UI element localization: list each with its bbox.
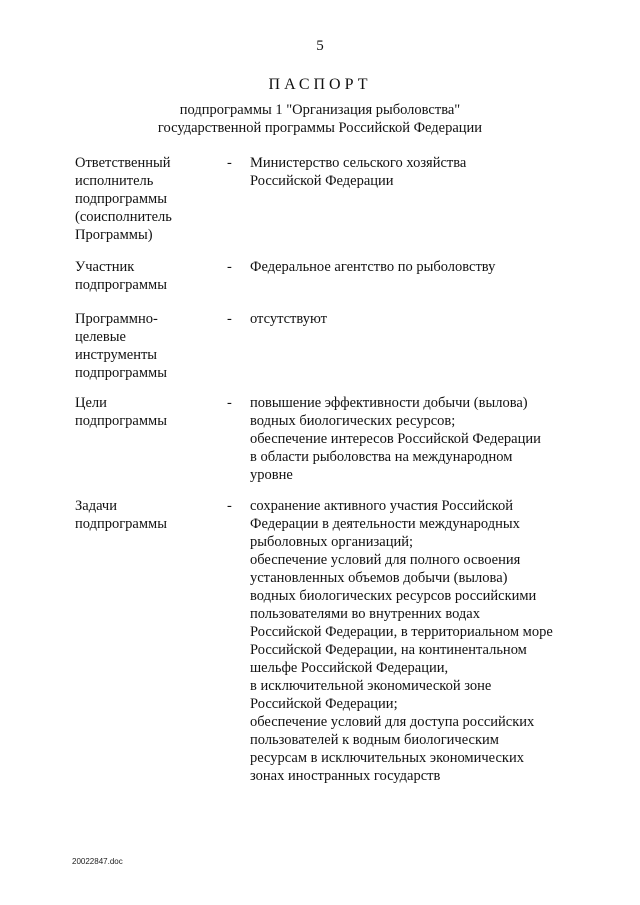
value-line: повышение эффективности добычи (вылова)	[250, 395, 528, 411]
row-value	[250, 497, 595, 785]
label-line: подпрограммы	[75, 413, 167, 429]
footer-file-code: 20022847.doc	[72, 857, 123, 866]
value-line: Федеральное агентство по рыболовству	[250, 259, 496, 275]
row-label	[75, 310, 215, 382]
row-label	[75, 497, 215, 533]
row-dash: -	[227, 311, 232, 327]
label-line: целевые	[75, 329, 126, 345]
value-line: рыболовных организаций;	[250, 534, 414, 550]
row-value	[250, 258, 595, 276]
row-label	[75, 154, 215, 244]
row-dash: -	[227, 498, 232, 514]
row-value	[250, 310, 595, 328]
row-dash: -	[227, 395, 232, 411]
value-line: водных биологических ресурсов;	[250, 413, 456, 429]
value-line: ресурсам в исключительных экономических	[250, 750, 524, 766]
value-line: Российской Федерации, на континентальном	[250, 642, 527, 658]
row-value	[250, 394, 595, 484]
value-line: зонах иностранных государств	[250, 768, 441, 784]
value-line: обеспечение интересов Российской Федерации	[250, 431, 541, 447]
row-value	[250, 154, 595, 190]
label-line: Участник	[75, 259, 135, 275]
document-subtitle	[0, 101, 640, 137]
label-line: исполнитель	[75, 173, 154, 189]
label-line: подпрограммы	[75, 365, 167, 381]
subtitle-line: подпрограммы 1 "Организация рыболовства"	[179, 102, 461, 118]
document-title: ПАСПОРТ	[268, 76, 372, 93]
label-line: подпрограммы	[75, 277, 167, 293]
label-line: Задачи	[75, 498, 117, 514]
value-line: водных биологических ресурсов российскими	[250, 588, 537, 604]
label-line: подпрограммы	[75, 191, 167, 207]
value-line: обеспечение условий для доступа российских	[250, 714, 535, 730]
value-line: обеспечение условий для полного освоения	[250, 552, 521, 568]
value-line: уровне	[250, 467, 293, 483]
label-line: Программно-	[75, 311, 158, 327]
row-dash: -	[227, 259, 232, 275]
label-line: Программы)	[75, 227, 153, 243]
value-line: отсутствуют	[250, 311, 327, 327]
value-line: сохранение активного участия Российской	[250, 498, 514, 514]
label-line: Ответственный	[75, 155, 171, 171]
value-line: шельфе Российской Федерации,	[250, 660, 449, 676]
value-line: в области рыболовства на международном	[250, 449, 513, 465]
page-number: 5	[316, 38, 324, 54]
value-line: пользователями во внутренних водах	[250, 606, 480, 622]
value-line: установленных объемов добычи (вылова)	[250, 570, 508, 586]
label-line: подпрограммы	[75, 516, 167, 532]
value-line: Российской Федерации;	[250, 696, 398, 712]
row-label	[75, 394, 215, 430]
value-line: в исключительной экономической зоне	[250, 678, 492, 694]
value-line: Министерство сельского хозяйства	[250, 155, 467, 171]
row-dash: -	[227, 155, 232, 171]
row-label	[75, 258, 215, 294]
label-line: (соисполнитель	[75, 209, 172, 225]
label-line: Цели	[75, 395, 107, 411]
value-line: Федерации в деятельности международных	[250, 516, 520, 532]
subtitle-line: государственной программы Российской Федерации	[157, 120, 483, 136]
value-line: Российской Федерации, в территориальном море	[250, 624, 553, 640]
label-line: инструменты	[75, 347, 158, 363]
value-line: Российской Федерации	[250, 173, 394, 189]
value-line: пользователей к водным биологическим	[250, 732, 499, 748]
